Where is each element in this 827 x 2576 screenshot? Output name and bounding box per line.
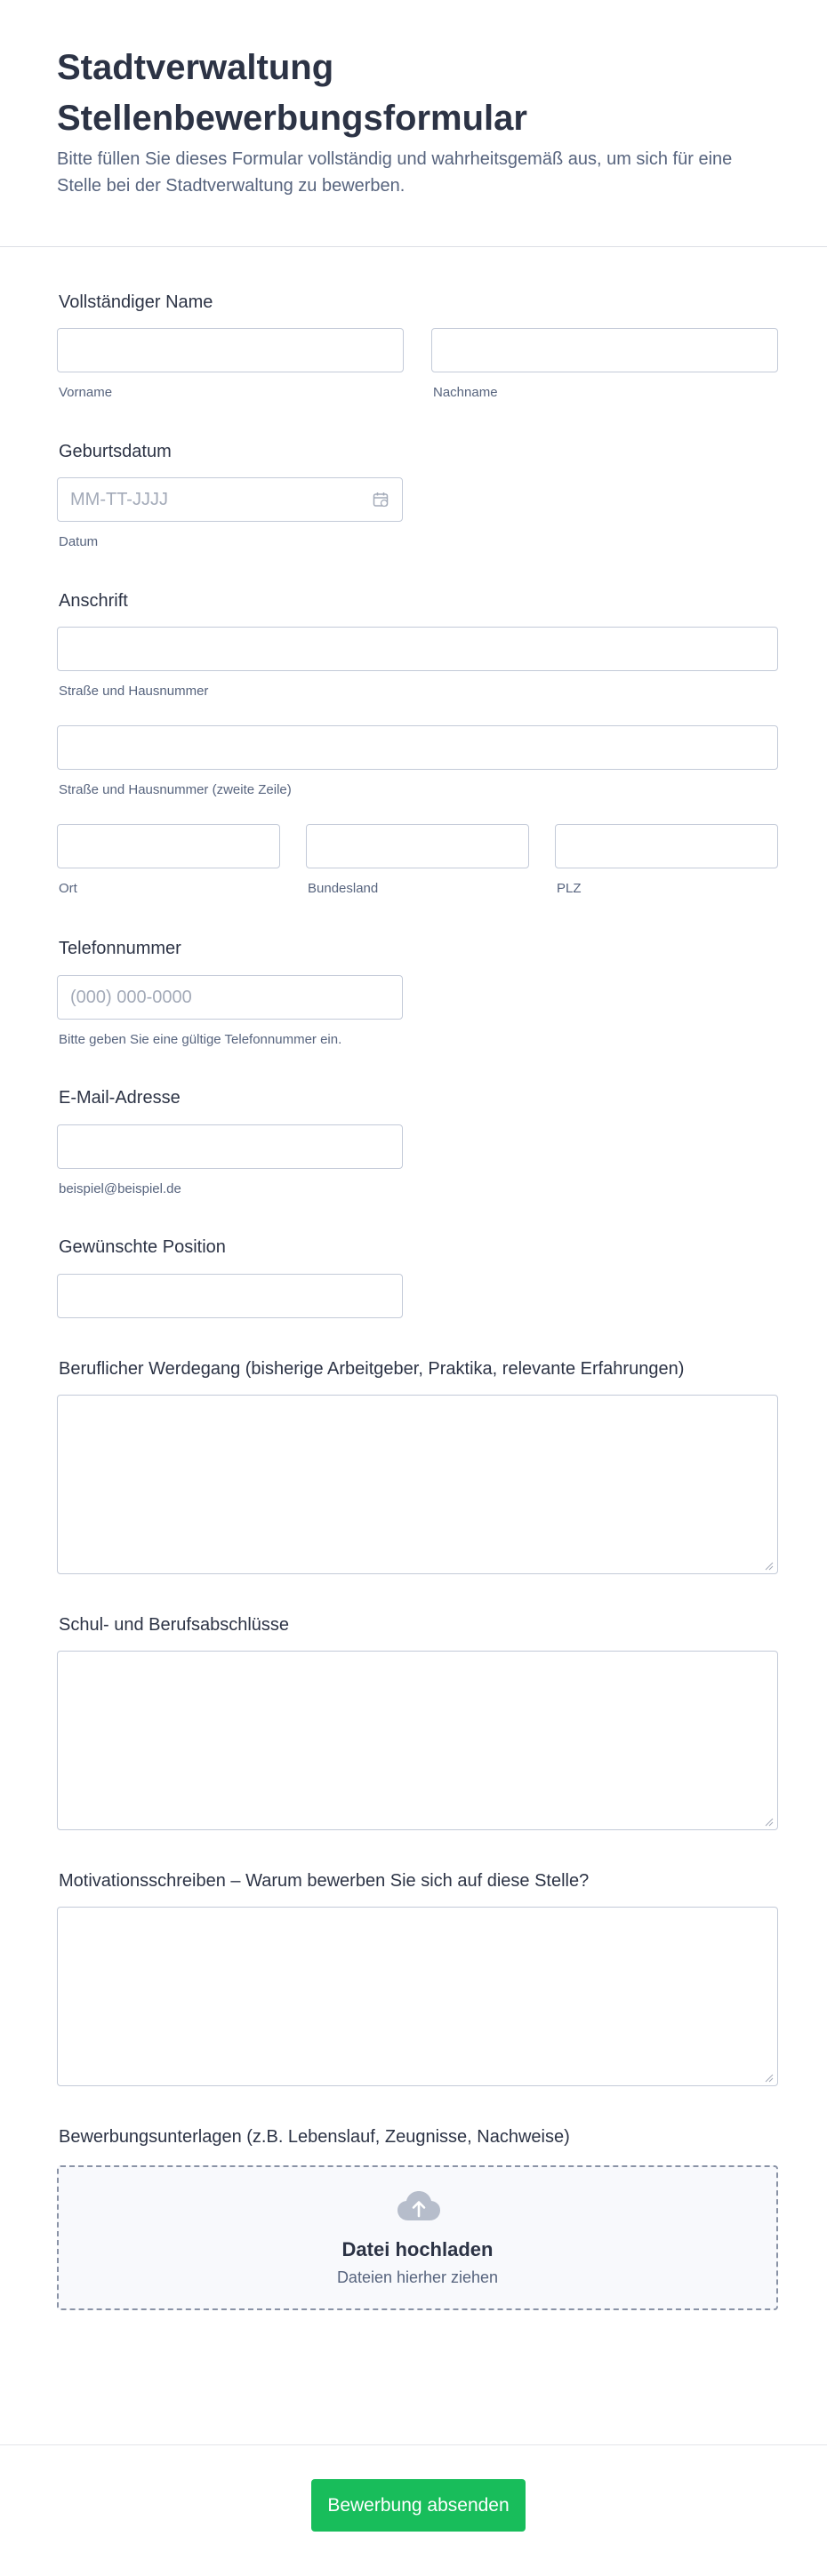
phone-label: Telefonnummer <box>59 939 181 958</box>
calendar-icon[interactable] <box>372 491 389 508</box>
name-label: Vollständiger Name <box>59 292 213 312</box>
form-header <box>0 0 827 247</box>
submit-button[interactable]: Bewerbung absenden <box>311 2479 526 2532</box>
birthdate-input[interactable] <box>57 477 403 522</box>
upload-subtitle: Dateien hierher ziehen <box>336 2268 499 2286</box>
education-textarea[interactable] <box>57 1651 778 1830</box>
state-input[interactable] <box>306 824 529 868</box>
birthdate-label: Geburtsdatum <box>59 442 172 461</box>
career-label: Beruflicher Werdegang (bisherige Arbeitgeber, Praktika, relevante Erfahrungen) <box>59 1359 685 1379</box>
position-input[interactable] <box>57 1274 403 1318</box>
email-sublabel: beispiel@beispiel.de <box>59 1181 181 1196</box>
email-input[interactable] <box>57 1124 403 1169</box>
last-name-sublabel: Nachname <box>433 385 498 400</box>
position-label: Gewünschte Position <box>59 1237 226 1257</box>
career-textarea[interactable] <box>57 1395 778 1574</box>
address-line2-sublabel: Straße und Hausnummer (zweite Zeile) <box>59 782 292 797</box>
city-input[interactable] <box>57 824 280 868</box>
address-line2-input[interactable] <box>57 725 778 770</box>
cloud-upload-icon <box>397 2190 441 2222</box>
education-label: Schul- und Berufsabschlüsse <box>59 1615 290 1635</box>
email-label: E-Mail-Adresse <box>59 1088 181 1108</box>
form-footer <box>0 2444 827 2576</box>
motivation-label: Motivationsschreiben – Warum bewerben Sie sich auf diese Stelle? <box>59 1871 590 1891</box>
address-label: Anschrift <box>59 591 128 611</box>
last-name-input[interactable] <box>431 328 778 372</box>
first-name-input[interactable] <box>57 328 404 372</box>
documents-label: Bewerbungsunterlagen (z.B. Lebenslauf, Zeugnisse, Nachweise) <box>59 2127 570 2147</box>
phone-input[interactable] <box>57 975 403 1020</box>
address-line1-sublabel: Straße und Hausnummer <box>59 684 209 699</box>
birthdate-sublabel: Datum <box>59 534 99 549</box>
first-name-sublabel: Vorname <box>59 385 113 400</box>
page-subtitle: Bitte füllen Sie dieses Formular vollständig und wahrheitsgemäß aus, um sich für eine Stelle bei der Stadtverwaltung zu bewerben. <box>57 149 733 196</box>
zip-input[interactable] <box>555 824 778 868</box>
page-title: Stadtverwaltung Stellenbewerbungsformular <box>57 48 527 138</box>
phone-sublabel: Bitte geben Sie eine gültige Telefonnummer ein. <box>59 1032 342 1047</box>
motivation-textarea[interactable] <box>57 1907 778 2086</box>
upload-title: Datei hochladen <box>341 2238 494 2260</box>
zip-sublabel: PLZ <box>557 881 582 896</box>
address-line1-input[interactable] <box>57 627 778 671</box>
file-upload-dropzone[interactable] <box>57 2165 778 2310</box>
state-sublabel: Bundesland <box>308 881 379 896</box>
city-sublabel: Ort <box>59 881 77 896</box>
